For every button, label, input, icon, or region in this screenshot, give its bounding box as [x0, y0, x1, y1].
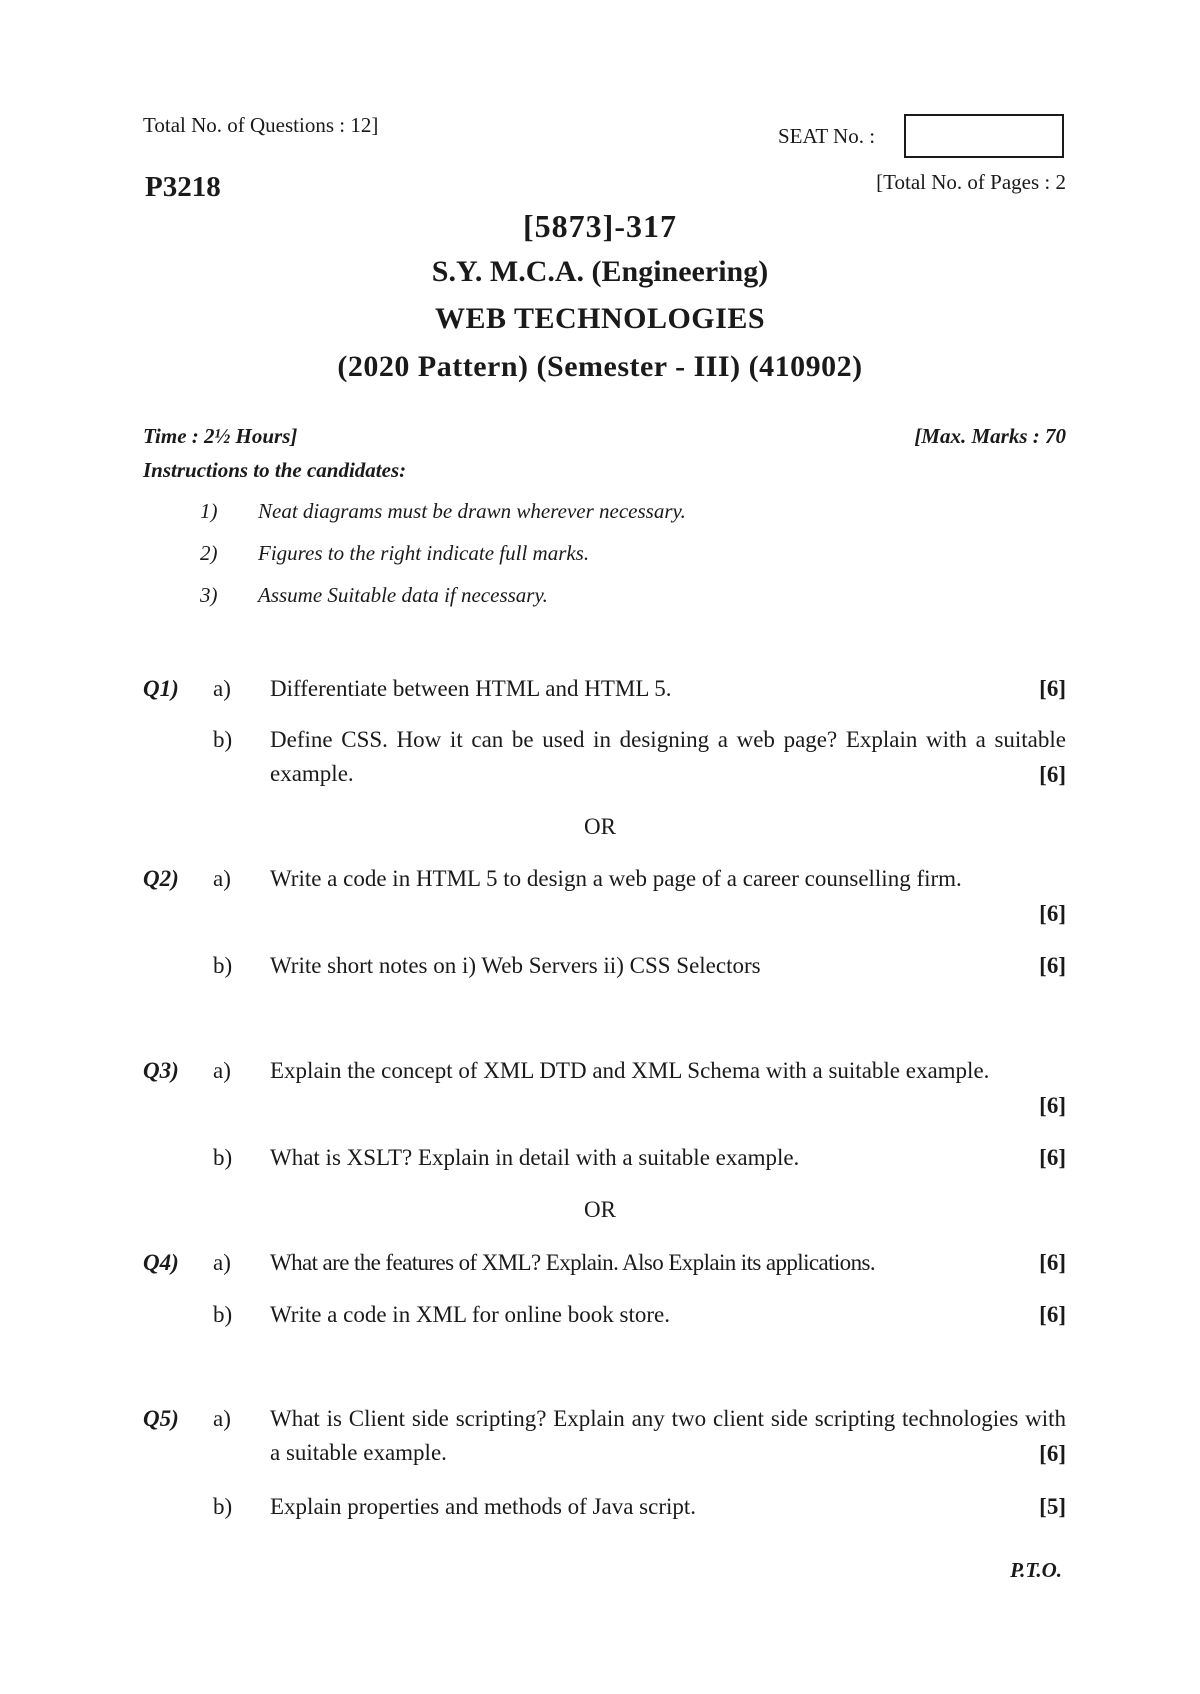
- question-part-label: b): [213, 953, 233, 978]
- question-marks: [5]: [1039, 1494, 1066, 1519]
- question-text: What is Client side scripting? Explain any two client side scripting technologies with a suitable example.: [270, 1406, 1066, 1465]
- question-marks: [6]: [1039, 1441, 1066, 1466]
- instructions-title: Instructions to the candidates:: [143, 458, 407, 482]
- question-marks: [6]: [1039, 1093, 1066, 1118]
- instruction-text: Neat diagrams must be drawn wherever necessary.: [258, 499, 686, 523]
- seat-number-box: [904, 114, 1064, 158]
- question-part-label: b): [213, 1302, 233, 1327]
- instruction-number: 2): [200, 541, 218, 565]
- question-text: Write short notes on i) Web Servers ii) CSS Selectors: [270, 953, 761, 978]
- question-marks: [6]: [1039, 1250, 1066, 1275]
- subject-title: WEB TECHNOLOGIES: [434, 302, 766, 335]
- question-marks: [6]: [1039, 676, 1066, 701]
- instruction-item: [200, 499, 686, 524]
- instruction-item: [200, 541, 589, 566]
- total-questions: Total No. of Questions : 12]: [143, 113, 379, 137]
- total-pages: [Total No. of Pages : 2: [876, 170, 1066, 194]
- question-part-label: b): [213, 1145, 233, 1170]
- question-marks: [6]: [1039, 953, 1066, 978]
- question-text: What are the features of XML? Explain. Also Explain its applications.: [270, 1250, 875, 1275]
- question-text: Define CSS. How it can be used in designing a web page? Explain with a suitable example.: [270, 727, 1066, 786]
- question-part-label: a): [213, 1058, 231, 1083]
- instruction-text: Assume Suitable data if necessary.: [258, 583, 548, 607]
- seat-number-label: SEAT No. :: [778, 124, 876, 148]
- question-marks: [6]: [1039, 1302, 1066, 1327]
- question-text: Differentiate between HTML and HTML 5.: [270, 676, 672, 701]
- question-part-label: a): [213, 1406, 231, 1431]
- question-label: Q2): [143, 866, 179, 891]
- instruction-number: 3): [200, 583, 218, 607]
- question-marks: [6]: [1039, 762, 1066, 787]
- course-title: S.Y. M.C.A. (Engineering): [431, 255, 769, 288]
- question-marks: [6]: [1039, 901, 1066, 926]
- pattern-info: (2020 Pattern) (Semester - III) (410902): [337, 350, 863, 383]
- question-text: Write a code in HTML 5 to design a web page of a career counselling firm.: [270, 866, 962, 891]
- question-label: Q4): [143, 1250, 179, 1275]
- question-part-label: b): [213, 727, 233, 752]
- question-part-label: a): [213, 866, 231, 891]
- page-turn-over: P.T.O.: [1010, 1558, 1062, 1582]
- max-marks: [Max. Marks : 70: [914, 424, 1066, 448]
- or-separator: OR: [584, 814, 616, 839]
- paper-code: P3218: [145, 171, 221, 203]
- question-label: Q1): [143, 676, 179, 701]
- exam-time: Time : 2½ Hours]: [143, 424, 298, 448]
- question-text: Explain the concept of XML DTD and XML Schema with a suitable example.: [270, 1058, 990, 1083]
- question-text: Explain properties and methods of Java script.: [270, 1494, 697, 1519]
- question-label: Q5): [143, 1406, 179, 1431]
- question-part-label: b): [213, 1494, 233, 1519]
- question-part-label: a): [213, 1250, 231, 1275]
- question-text: What is XSLT? Explain in detail with a suitable example.: [270, 1145, 800, 1170]
- question-text: Write a code in XML for online book store.: [270, 1302, 670, 1327]
- question-label: Q3): [143, 1058, 179, 1083]
- instruction-text: Figures to the right indicate full marks.: [258, 541, 590, 565]
- or-separator: OR: [584, 1197, 616, 1222]
- instruction-item: [200, 583, 548, 608]
- exam-code: [5873]-317: [523, 208, 677, 244]
- instruction-number: 1): [200, 499, 218, 523]
- question-part-label: a): [213, 676, 231, 701]
- question-marks: [6]: [1039, 1145, 1066, 1170]
